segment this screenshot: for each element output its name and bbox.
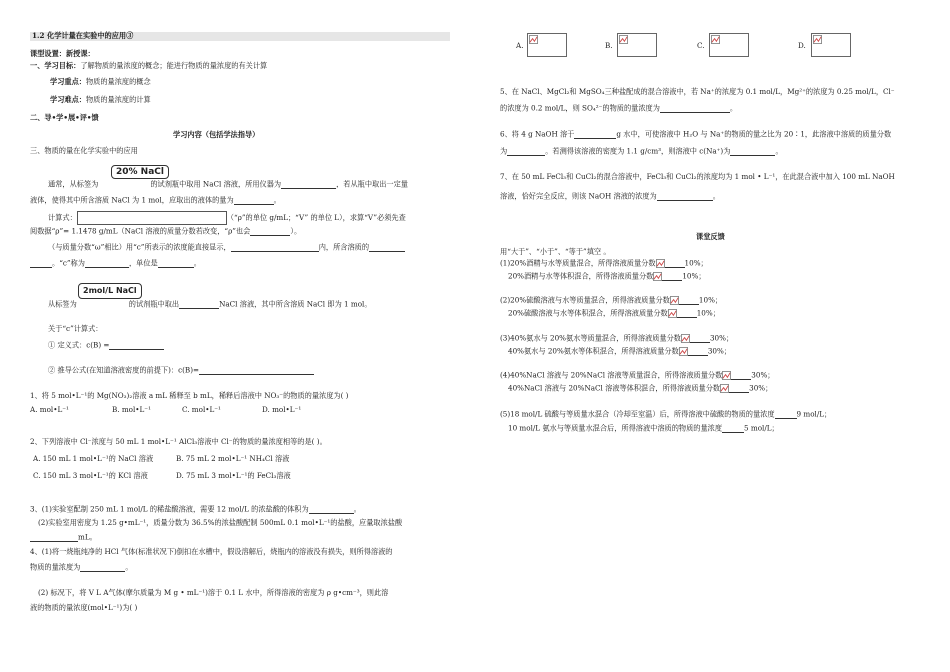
paragraph-1-line-1: 通常，从标签为 的试剂瓶中取用 NaCl 溶液，所用仪器为 ，若从瓶中取出一定量: [48, 179, 408, 189]
feedback-item-5-line-1: (5)18 mol/L 硫酸与等质量水混合（冷却至室温）后，所得溶液中硫酸的物质的量浓度 9 mol/L；: [500, 409, 832, 419]
formula-image-icon: [653, 272, 662, 281]
question-6-line-1: 6、将 4 g NaOH 溶于 g 水中，可使溶液中 H₂O 与 Na⁺的物质的量之比为 20∶1，此溶液中溶质的质量分数: [500, 129, 892, 139]
question-4-part-2: (2) 标况下，将 V L A气体(摩尔质量为 M g • mL⁻¹)溶于 0.1 L 水中，所得溶液的密度为 ρ g•cm⁻³，则此溶: [38, 588, 389, 597]
bottle-label-1: 20% NaCl: [111, 165, 169, 179]
formula-image-icon: [722, 371, 731, 380]
question-2-option-d: D. 75 mL 3 mol•L⁻¹的 FeCl₃溶液: [176, 471, 291, 480]
feedback-item-2-line-1: (2)20%硫酸溶液与水等质量混合，所得溶液质量分数 10%；: [500, 295, 723, 305]
calc-formula-image: [77, 211, 227, 225]
feedback-item-1-line-1: (1)20%酒精与水等质量混合，所得溶液质量分数 10%；: [500, 258, 708, 268]
option-box-label-b: B.: [605, 41, 613, 50]
feedback-item-1-line-2: 20%酒精与水等体积混合，所得溶液质量分数 10%；: [508, 271, 706, 281]
course-type: 课型设置：新授课：: [30, 49, 95, 58]
option-box-label-a: A.: [516, 41, 524, 50]
question-2-option-a: A. 150 mL 1 mol•L⁻¹的 NaCl 溶液: [33, 454, 154, 463]
option-box-d: [811, 33, 851, 57]
formula-image-icon: [670, 296, 679, 305]
question-4-part-1-line-2: 物质的量浓度为 。: [30, 562, 133, 572]
feedback-item-3-line-2: 40%氨水与 20%氨水等体积混合，所得溶液质量分数 30%；: [508, 346, 731, 356]
formula-image-icon: [681, 334, 690, 343]
calc-line: 计算式： （“ρ”的单位 g/mL；“V” 的单位 L），求算“V”必须先查: [48, 211, 406, 225]
question-1-option-b: B. mol•L⁻¹: [112, 405, 151, 414]
question-2-option-b: B. 75 mL 2 mol•L⁻¹ NH₄Cl 溶液: [176, 454, 290, 463]
broken-image-icon: [619, 35, 628, 44]
page-title: 1.2 化学计量在实验中的应用③: [32, 31, 134, 40]
question-5-line-2: 的浓度为 0.2 mol/L，则 SO₄²⁻的物质的量浓度为 。: [500, 103, 738, 113]
question-1-option-a: A. mol•L⁻¹: [30, 405, 69, 414]
c-called-line: 。“c”称为 ，单位是 。: [30, 259, 201, 268]
question-7-line-2: 溶液，恰好完全反应，则该 NaOH 溶液的浓度为 。: [500, 191, 720, 201]
question-1-option-c: C. mol•L⁻¹: [182, 405, 221, 414]
question-3-part-1: 3、(1)实验室配制 250 mL 1 mol/L 的稀盐酸溶液，需要 12 mol/L 的浓盐酸的体积为 。: [30, 504, 361, 514]
definition-formula: ① 定义式：c(B) =: [48, 341, 164, 350]
feedback-title: 课堂反馈: [696, 232, 725, 241]
question-1: 1、将 5 mol•L⁻¹的 Mg(NO₃)₂溶液 a mL 稀释至 b mL，稀释后溶液中 NO₃⁻的物质的量浓度为( ): [30, 391, 349, 400]
formula-image-icon: [720, 384, 729, 393]
feedback-item-5-line-2: 10 mol/L 氨水与等质量水混合后，所得溶液中溶质的物质的量浓度 5 mol/L；: [508, 423, 779, 433]
feedback-item-4-line-2: 40%NaCl 溶液与 20%NaCl 溶液等体积混合，所得溶液质量分数 30%；: [508, 383, 773, 393]
broken-image-icon: [711, 35, 720, 44]
formula-image-icon: [679, 347, 688, 356]
broken-image-icon: [529, 35, 538, 44]
compare-line: （与质量分数“ω”相比）用“c”所表示的浓度能直接显示， 内，所含溶质的: [48, 243, 405, 252]
section-2-heading: 二、导•学•展•评•馈: [30, 113, 99, 122]
option-box-a: [527, 33, 567, 57]
question-5-line-1: 5、在 NaCl、MgCl₂和 MgSO₄三种盐配成的混合溶液中，若 Na⁺的浓度为 0.1 mol/L，Mg²⁺的浓度为 0.25 mol/L，Cl⁻: [500, 87, 895, 96]
section-3-heading: 三、物质的量在化学实验中的应用: [30, 146, 138, 155]
question-6-line-2: 为 。若测得该溶液的密度为 1.1 g/cm³，则溶液中 c(Na⁺)为 。: [500, 146, 783, 156]
question-2-option-c: C. 150 mL 3 mol•L⁻¹的 KCl 溶液: [33, 471, 148, 480]
question-2: 2、下列溶液中 Cl⁻浓度与 50 mL 1 mol•L⁻¹ AlCl₃溶液中 Cl⁻的物质的量浓度相等的是( )。: [30, 437, 327, 446]
difficult-point: 学习难点：物质的量浓度的计算: [50, 95, 151, 104]
paragraph-2: 从标签为 的试剂瓶中取出 NaCl 溶液，其中所含溶质 NaCl 即为 1 mol。: [48, 299, 372, 309]
learning-goal: 一、学习目标：了解物质的量浓度的概念；能进行物质的量浓度的有关计算: [30, 61, 268, 70]
formula-image-icon: [656, 259, 665, 268]
option-box-label-d: D.: [798, 41, 806, 50]
feedback-item-3-line-1: (3)40%氨水与 20%氨水等质量混合，所得溶液质量分数 30%；: [500, 333, 734, 343]
lookup-line: 阅数据“ρ”= 1.1478 g/mL（NaCl 溶液的质量分数若改变，“ρ”也会 ）。: [30, 226, 302, 236]
bottle-label-2: 2mol/L NaCl: [78, 283, 142, 299]
option-box-label-c: C.: [697, 41, 705, 50]
key-point: 学习重点：物质的量浓度的概念: [50, 77, 151, 86]
question-4-part-2-line-2: 液的物质的量浓度(mol•L⁻¹)为( ): [30, 603, 138, 612]
question-3-part-2: (2)实验室用密度为 1.25 g•mL⁻¹，质量分数为 36.5%的浓盐酸配制 500mL 0.1 mol•L⁻¹的盐酸，应量取浓盐酸: [38, 518, 403, 527]
formula-image-icon: [668, 309, 677, 318]
question-7-line-1: 7、在 50 mL FeCl₃和 CuCl₂的混合溶液中，FeCl₃和 CuCl₂的浓度均为 1 mol • L⁻¹，在此混合液中加入 100 mL NaOH: [500, 172, 895, 181]
option-box-c: [709, 33, 749, 57]
content-title: 学习内容（包括学法指导）: [173, 130, 260, 139]
derived-formula: ② 推导公式(在知道溶液密度的前提下)：c(B)=: [48, 366, 314, 375]
feedback-item-4-line-1: (4)40%NaCl 溶液与 20%NaCl 溶液等质量混合，所得溶液质量分数 30%；: [500, 370, 775, 380]
question-3-part-2-end: mL。: [30, 533, 97, 542]
paragraph-1-line-2: 液体，使得其中所含溶质 NaCl 为 1 mol，应取出的液体的量为 。: [30, 195, 281, 205]
question-4-part-1: 4、(1)将一烧瓶纯净的 HCl 气体(标准状况下)倒扣在水槽中，假设溶解后，烧瓶内的溶液没有损失，则所得溶液的: [30, 547, 393, 556]
option-box-b: [617, 33, 657, 57]
formula-about: 关于“c”计算式：: [48, 324, 103, 333]
fill-hint: 用“大于”、“小于”、“等于”填空 。: [500, 247, 611, 256]
broken-image-icon: [813, 35, 822, 44]
question-1-option-d: D. mol•L⁻¹: [262, 405, 302, 414]
feedback-item-2-line-2: 20%硫酸溶液与水等体积混合，所得溶液质量分数 10%；: [508, 308, 720, 318]
